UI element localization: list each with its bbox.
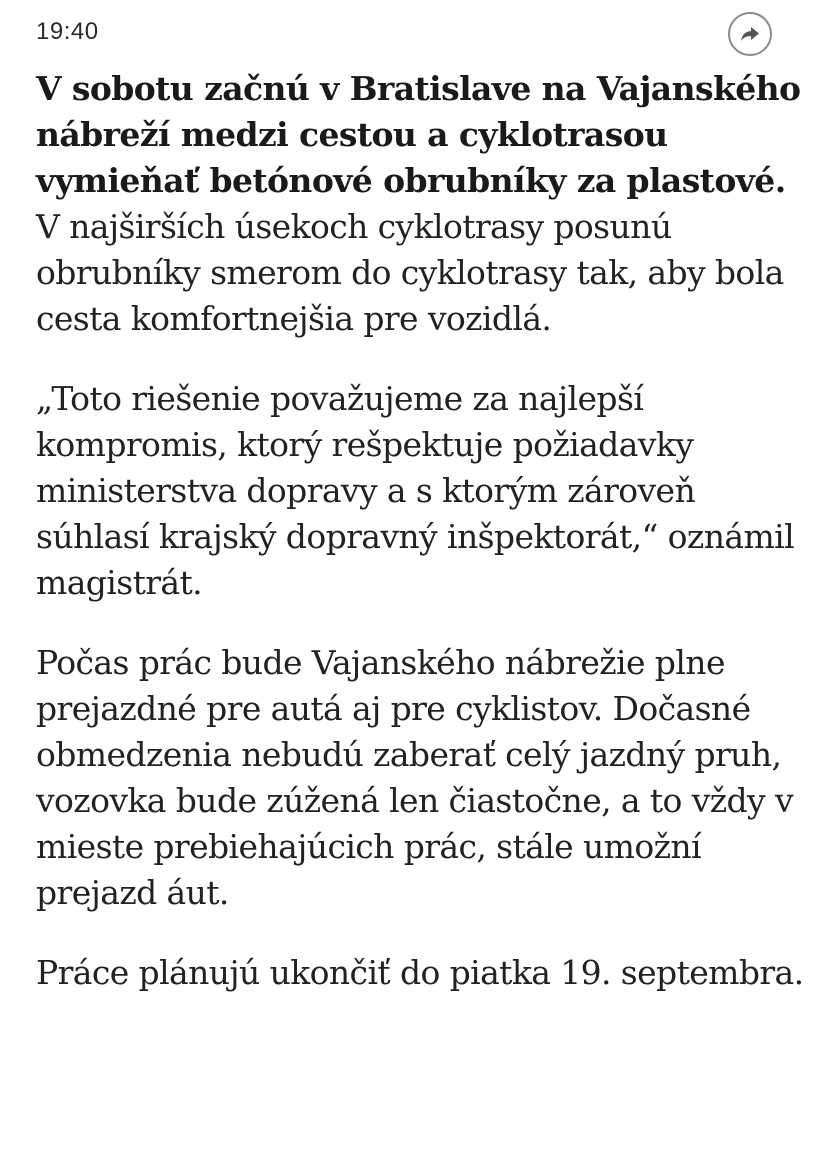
quote-paragraph: „Toto riešenie považujeme za najlepší kompromis, ktorý rešpektuje požiadavky ministerstva dopravy a s ktorým zároveň súhlasí krajský dopravný inšpektorát,“ oznámil magistrát. bbox=[36, 379, 795, 602]
traffic-paragraph: Počas prác bude Vajanského nábrežie plne prejazdné pre autá aj pre cyklistov. Dočasné obmedzenia nebudú zaberať celý jazdný pruh, vozovka bude zúžená len čiastočne, a to vždy v mieste prebiehajúcich prác, stále umožní prejazd áut. bbox=[36, 643, 794, 912]
completion-paragraph: Práce plánujú ukončiť do piatka 19. septembra. bbox=[36, 953, 804, 992]
share-button[interactable] bbox=[728, 12, 772, 56]
lead-headline: V sobotu začnú v Bratislave na Vajanského nábreží medzi cestou a cyklotrasou vymieňať betónové obrubníky za plastové. bbox=[36, 69, 801, 200]
post-time: 19:40 bbox=[36, 18, 99, 45]
share-arrow-icon bbox=[738, 22, 762, 46]
lead-text: V najširších úsekoch cyklotrasy posunú obrubníky smerom do cyklotrasy tak, aby bola cesta komfortnejšia pre vozidlá. bbox=[36, 207, 784, 338]
lead-paragraph bbox=[36, 66, 806, 342]
top-bar bbox=[0, 0, 828, 64]
article-body bbox=[36, 66, 806, 996]
